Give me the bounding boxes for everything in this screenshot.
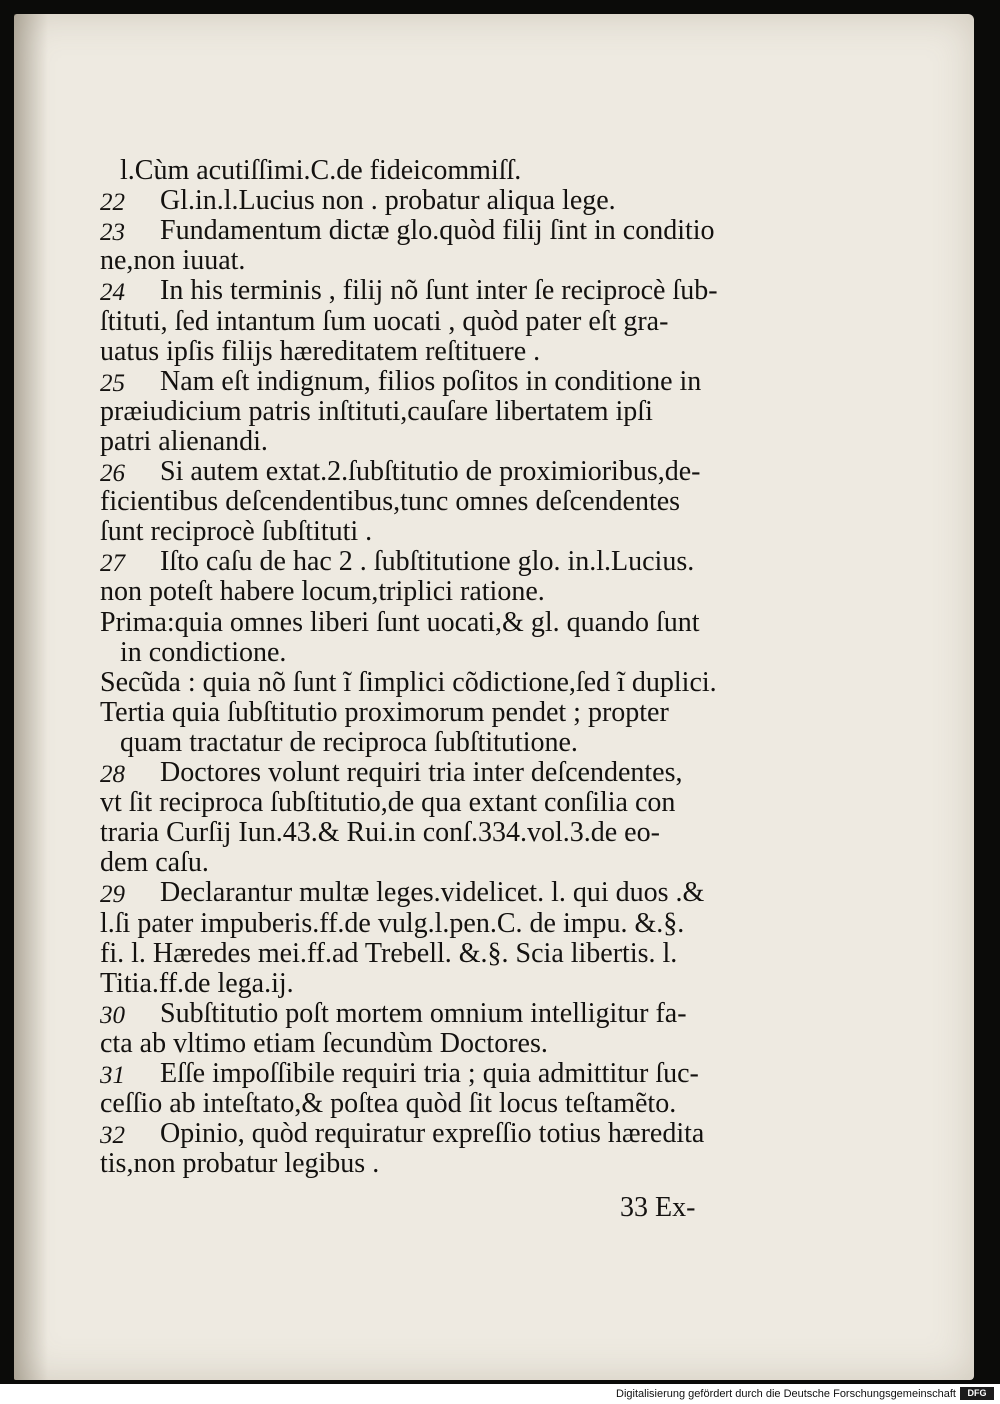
- text-line: fi. l. Hæredes mei.ff.ad Trebell. &.§. Scia libertis. l.: [100, 937, 678, 969]
- margin-number: 31: [100, 1062, 125, 1089]
- margin-number: 27: [100, 550, 125, 578]
- book-page: [14, 14, 974, 1380]
- catchword: 33 Ex-: [620, 1192, 696, 1224]
- text-line: Secũda : quia nõ ſunt ĩ ſimplici cõdictione,ſed ĩ duplici.: [100, 666, 717, 698]
- margin-number: 23: [100, 219, 125, 247]
- text-line: Iſto caſu de hac 2 . ſubſtitutione glo. in.l.Lucius.: [160, 546, 695, 578]
- text-line: Tertia quia ſubſtitutio proximorum pendet ; propter: [100, 696, 669, 728]
- footer-credit: Digitalisierung gefördert durch die Deutsche Forschungsgemeinschaft: [616, 1388, 956, 1400]
- text-line: ceſſio ab inteſtato,& poſtea quòd ſit locus teſtamẽto.: [100, 1088, 677, 1120]
- margin-number: 26: [100, 460, 125, 487]
- text-line: Subſtitutio poſt mortem omnium intelligitur fa-: [160, 997, 687, 1029]
- text-line: Eſſe impoſſibile requiri tria ; quia admittitur ſuc-: [160, 1058, 699, 1089]
- text-line: Declarantur multæ leges.videlicet. l. qui duos .&: [160, 877, 705, 909]
- text-line: traria Curſij Iun.43.& Rui.in conſ.334.vol.3.de eo-: [100, 817, 660, 849]
- margin-number: 32: [100, 1122, 125, 1150]
- margin-number: 22: [100, 189, 125, 217]
- text-line: ne,non iuuat.: [100, 245, 246, 277]
- text-line: Opinio, quòd requiratur expreſſio totius hæredita: [160, 1118, 705, 1150]
- text-line: ſtituti, ſed intantum ſum uocati , quòd pater eſt gra-: [100, 305, 669, 337]
- text-line: quam tractatur de reciproca ſubſtitutione.: [120, 726, 578, 758]
- text-line: Gl.in.l.Lucius non . probatur aliqua lege.: [160, 185, 616, 217]
- text-line: Titia.ff.de lega.ij.: [100, 967, 294, 999]
- margin-number: 25: [100, 369, 125, 397]
- text-line: Doctores volunt requiri tria inter deſcendentes,: [160, 757, 683, 788]
- margin-number: 24: [100, 279, 125, 307]
- text-line: ſunt reciprocè ſubſtituti .: [100, 516, 373, 548]
- text-line: uatus ipſis filijs hæreditatem reſtituere .: [100, 335, 541, 367]
- margin-number: 28: [100, 761, 125, 788]
- digitization-footer: [0, 1384, 1000, 1404]
- text-line: Fundamentum dictæ glo.quòd filij ſint in conditio: [160, 215, 715, 247]
- margin-number: 29: [100, 881, 125, 909]
- text-line: tis,non probatur legibus .: [100, 1148, 380, 1180]
- text-line: in condictione.: [120, 636, 287, 668]
- text-line: l.ſi pater impuberis.ff.de vulg.l.pen.C. de impu. &.§.: [100, 907, 685, 939]
- text-line: dem caſu.: [100, 847, 209, 879]
- text-line: Si autem extat.2.ſubſtitutio de proximioribus,de-: [160, 456, 701, 487]
- text-line: cta ab vltimo etiam ſecundùm Doctores.: [100, 1027, 548, 1059]
- text-line: l.Cùm acutiſſimi.C.de fideicommiſſ.: [120, 155, 522, 186]
- text-line: Prima:quia omnes liberi ſunt uocati,& gl. quando ſunt: [100, 606, 700, 638]
- text-line: patri alienandi.: [100, 425, 268, 457]
- text-line: vt ſit reciproca ſubſtitutio,de qua extant conſilia con: [100, 787, 676, 819]
- text-line: præiudicium patris inſtituti,cauſare libertatem ipſi: [100, 395, 653, 427]
- text-line: In his terminis , filij nõ ſunt inter ſe reciprocè ſub-: [160, 275, 718, 307]
- text-line: ficientibus deſcendentibus,tunc omnes deſcendentes: [100, 486, 681, 518]
- margin-number: 30: [100, 1001, 125, 1029]
- dfg-logo: DFG: [960, 1387, 994, 1400]
- text-line: Nam eſt indignum, filios poſitos in conditione in: [160, 365, 702, 397]
- text-line: non poteſt habere locum,triplici ratione.: [100, 576, 545, 608]
- page-text-block: [14, 14, 974, 1380]
